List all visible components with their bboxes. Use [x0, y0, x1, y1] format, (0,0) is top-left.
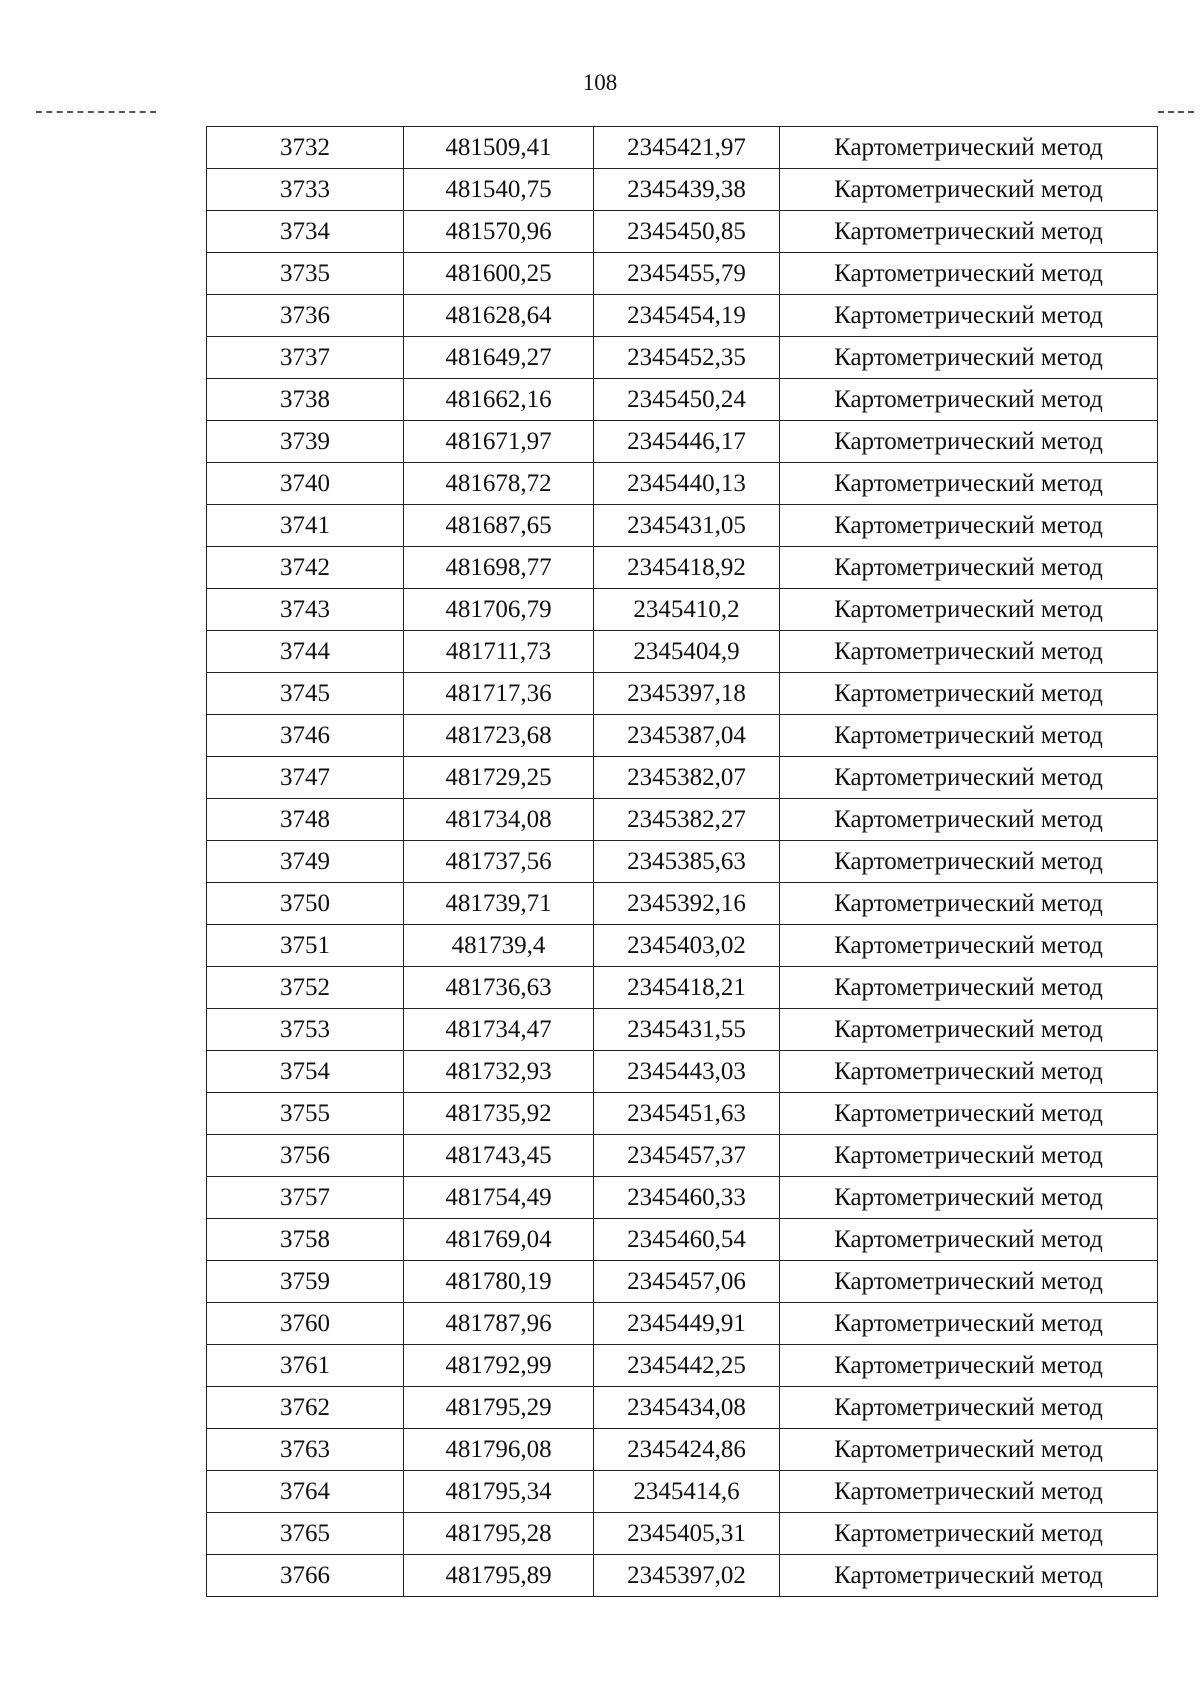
method-cell: Картометрический метод [780, 211, 1158, 253]
point-number-cell: 3747 [207, 757, 404, 799]
point-number-cell: 3754 [207, 1051, 404, 1093]
x-coordinate-cell: 481795,28 [404, 1513, 594, 1555]
point-number-cell: 3740 [207, 463, 404, 505]
page-number: 108 [582, 70, 618, 95]
x-coordinate-cell: 481732,93 [404, 1051, 594, 1093]
method-cell: Картометрический метод [780, 1471, 1158, 1513]
point-number-cell: 3732 [207, 127, 404, 169]
x-coordinate-cell: 481795,34 [404, 1471, 594, 1513]
x-coordinate-cell: 481795,89 [404, 1555, 594, 1597]
coordinates-table-body [207, 127, 1158, 1597]
point-number-cell: 3752 [207, 967, 404, 1009]
y-coordinate-cell: 2345450,24 [594, 379, 780, 421]
y-coordinate-cell: 2345382,27 [594, 799, 780, 841]
y-coordinate-cell: 2345410,2 [594, 589, 780, 631]
table-row [207, 463, 1158, 505]
method-cell: Картометрический метод [780, 841, 1158, 883]
point-number-cell: 3736 [207, 295, 404, 337]
method-cell: Картометрический метод [780, 1303, 1158, 1345]
method-cell: Картометрический метод [780, 925, 1158, 967]
point-number-cell: 3756 [207, 1135, 404, 1177]
method-cell: Картометрический метод [780, 421, 1158, 463]
x-coordinate-cell: 481570,96 [404, 211, 594, 253]
y-coordinate-cell: 2345397,18 [594, 673, 780, 715]
method-cell: Картометрический метод [780, 1387, 1158, 1429]
y-coordinate-cell: 2345387,04 [594, 715, 780, 757]
y-coordinate-cell: 2345460,54 [594, 1219, 780, 1261]
table-row [207, 673, 1158, 715]
y-coordinate-cell: 2345385,63 [594, 841, 780, 883]
x-coordinate-cell: 481754,49 [404, 1177, 594, 1219]
table-row [207, 1303, 1158, 1345]
x-coordinate-cell: 481687,65 [404, 505, 594, 547]
y-coordinate-cell: 2345450,85 [594, 211, 780, 253]
table-row [207, 1051, 1158, 1093]
y-coordinate-cell: 2345414,6 [594, 1471, 780, 1513]
x-coordinate-cell: 481706,79 [404, 589, 594, 631]
method-cell: Картометрический метод [780, 1051, 1158, 1093]
point-number-cell: 3763 [207, 1429, 404, 1471]
point-number-cell: 3744 [207, 631, 404, 673]
method-cell: Картометрический метод [780, 505, 1158, 547]
table-row [207, 1513, 1158, 1555]
point-number-cell: 3759 [207, 1261, 404, 1303]
point-number-cell: 3738 [207, 379, 404, 421]
point-number-cell: 3734 [207, 211, 404, 253]
table-row [207, 715, 1158, 757]
method-cell: Картометрический метод [780, 379, 1158, 421]
y-coordinate-cell: 2345404,9 [594, 631, 780, 673]
table-row [207, 1387, 1158, 1429]
point-number-cell: 3755 [207, 1093, 404, 1135]
table-row [207, 295, 1158, 337]
x-coordinate-cell: 481540,75 [404, 169, 594, 211]
x-coordinate-cell: 481796,08 [404, 1429, 594, 1471]
method-cell: Картометрический метод [780, 1429, 1158, 1471]
x-coordinate-cell: 481662,16 [404, 379, 594, 421]
y-coordinate-cell: 2345449,91 [594, 1303, 780, 1345]
table-row [207, 589, 1158, 631]
table-row [207, 1261, 1158, 1303]
point-number-cell: 3748 [207, 799, 404, 841]
table-row [207, 1219, 1158, 1261]
table-row [207, 211, 1158, 253]
method-cell: Картометрический метод [780, 967, 1158, 1009]
y-coordinate-cell: 2345451,63 [594, 1093, 780, 1135]
point-number-cell: 3739 [207, 421, 404, 463]
y-coordinate-cell: 2345439,38 [594, 169, 780, 211]
method-cell: Картометрический метод [780, 253, 1158, 295]
point-number-cell: 3758 [207, 1219, 404, 1261]
y-coordinate-cell: 2345397,02 [594, 1555, 780, 1597]
y-coordinate-cell: 2345382,07 [594, 757, 780, 799]
method-cell: Картометрический метод [780, 673, 1158, 715]
x-coordinate-cell: 481600,25 [404, 253, 594, 295]
x-coordinate-cell: 481795,29 [404, 1387, 594, 1429]
table-row [207, 337, 1158, 379]
method-cell: Картометрический метод [780, 1219, 1158, 1261]
y-coordinate-cell: 2345452,35 [594, 337, 780, 379]
y-coordinate-cell: 2345455,79 [594, 253, 780, 295]
point-number-cell: 3735 [207, 253, 404, 295]
point-number-cell: 3766 [207, 1555, 404, 1597]
method-cell: Картометрический метод [780, 1093, 1158, 1135]
header-rule-right [1158, 111, 1194, 113]
x-coordinate-cell: 481735,92 [404, 1093, 594, 1135]
method-cell: Картометрический метод [780, 463, 1158, 505]
method-cell: Картометрический метод [780, 295, 1158, 337]
point-number-cell: 3765 [207, 1513, 404, 1555]
method-cell: Картометрический метод [780, 1177, 1158, 1219]
x-coordinate-cell: 481739,4 [404, 925, 594, 967]
x-coordinate-cell: 481743,45 [404, 1135, 594, 1177]
point-number-cell: 3749 [207, 841, 404, 883]
point-number-cell: 3760 [207, 1303, 404, 1345]
method-cell: Картометрический метод [780, 631, 1158, 673]
point-number-cell: 3737 [207, 337, 404, 379]
point-number-cell: 3753 [207, 1009, 404, 1051]
y-coordinate-cell: 2345421,97 [594, 127, 780, 169]
method-cell: Картометрический метод [780, 589, 1158, 631]
point-number-cell: 3746 [207, 715, 404, 757]
x-coordinate-cell: 481678,72 [404, 463, 594, 505]
method-cell: Картометрический метод [780, 715, 1158, 757]
x-coordinate-cell: 481723,68 [404, 715, 594, 757]
table-row [207, 1093, 1158, 1135]
y-coordinate-cell: 2345431,05 [594, 505, 780, 547]
table-row [207, 547, 1158, 589]
table-row [207, 631, 1158, 673]
table-row [207, 127, 1158, 169]
method-cell: Картометрический метод [780, 547, 1158, 589]
table-row [207, 841, 1158, 883]
x-coordinate-cell: 481780,19 [404, 1261, 594, 1303]
table-row [207, 1177, 1158, 1219]
x-coordinate-cell: 481729,25 [404, 757, 594, 799]
table-row [207, 1471, 1158, 1513]
x-coordinate-cell: 481769,04 [404, 1219, 594, 1261]
x-coordinate-cell: 481792,99 [404, 1345, 594, 1387]
y-coordinate-cell: 2345454,19 [594, 295, 780, 337]
method-cell: Картометрический метод [780, 1513, 1158, 1555]
point-number-cell: 3757 [207, 1177, 404, 1219]
table-row [207, 421, 1158, 463]
point-number-cell: 3764 [207, 1471, 404, 1513]
table-row [207, 799, 1158, 841]
method-cell: Картометрический метод [780, 757, 1158, 799]
x-coordinate-cell: 481787,96 [404, 1303, 594, 1345]
method-cell: Картометрический метод [780, 1555, 1158, 1597]
table-row [207, 1009, 1158, 1051]
x-coordinate-cell: 481711,73 [404, 631, 594, 673]
y-coordinate-cell: 2345403,02 [594, 925, 780, 967]
method-cell: Картометрический метод [780, 1261, 1158, 1303]
table-row [207, 505, 1158, 547]
y-coordinate-cell: 2345442,25 [594, 1345, 780, 1387]
table-row [207, 967, 1158, 1009]
y-coordinate-cell: 2345431,55 [594, 1009, 780, 1051]
x-coordinate-cell: 481628,64 [404, 295, 594, 337]
table-row [207, 379, 1158, 421]
method-cell: Картометрический метод [780, 1345, 1158, 1387]
x-coordinate-cell: 481737,56 [404, 841, 594, 883]
x-coordinate-cell: 481698,77 [404, 547, 594, 589]
point-number-cell: 3762 [207, 1387, 404, 1429]
table-row [207, 925, 1158, 967]
x-coordinate-cell: 481649,27 [404, 337, 594, 379]
table-row [207, 757, 1158, 799]
table-row [207, 253, 1158, 295]
point-number-cell: 3743 [207, 589, 404, 631]
y-coordinate-cell: 2345405,31 [594, 1513, 780, 1555]
x-coordinate-cell: 481739,71 [404, 883, 594, 925]
header-rule-left [36, 111, 156, 113]
y-coordinate-cell: 2345418,21 [594, 967, 780, 1009]
table-row [207, 1429, 1158, 1471]
point-number-cell: 3750 [207, 883, 404, 925]
point-number-cell: 3745 [207, 673, 404, 715]
y-coordinate-cell: 2345392,16 [594, 883, 780, 925]
y-coordinate-cell: 2345457,37 [594, 1135, 780, 1177]
point-number-cell: 3761 [207, 1345, 404, 1387]
x-coordinate-cell: 481671,97 [404, 421, 594, 463]
table-row [207, 883, 1158, 925]
y-coordinate-cell: 2345460,33 [594, 1177, 780, 1219]
y-coordinate-cell: 2345440,13 [594, 463, 780, 505]
x-coordinate-cell: 481736,63 [404, 967, 594, 1009]
point-number-cell: 3733 [207, 169, 404, 211]
y-coordinate-cell: 2345457,06 [594, 1261, 780, 1303]
method-cell: Картометрический метод [780, 799, 1158, 841]
x-coordinate-cell: 481734,47 [404, 1009, 594, 1051]
x-coordinate-cell: 481509,41 [404, 127, 594, 169]
point-number-cell: 3741 [207, 505, 404, 547]
coordinates-table [206, 126, 1158, 1597]
method-cell: Картометрический метод [780, 127, 1158, 169]
y-coordinate-cell: 2345424,86 [594, 1429, 780, 1471]
method-cell: Картометрический метод [780, 169, 1158, 211]
y-coordinate-cell: 2345434,08 [594, 1387, 780, 1429]
y-coordinate-cell: 2345446,17 [594, 421, 780, 463]
point-number-cell: 3742 [207, 547, 404, 589]
x-coordinate-cell: 481717,36 [404, 673, 594, 715]
table-row [207, 169, 1158, 211]
method-cell: Картометрический метод [780, 883, 1158, 925]
method-cell: Картометрический метод [780, 337, 1158, 379]
method-cell: Картометрический метод [780, 1009, 1158, 1051]
point-number-cell: 3751 [207, 925, 404, 967]
table-row [207, 1345, 1158, 1387]
y-coordinate-cell: 2345418,92 [594, 547, 780, 589]
y-coordinate-cell: 2345443,03 [594, 1051, 780, 1093]
x-coordinate-cell: 481734,08 [404, 799, 594, 841]
table-row [207, 1555, 1158, 1597]
method-cell: Картометрический метод [780, 1135, 1158, 1177]
table-row [207, 1135, 1158, 1177]
